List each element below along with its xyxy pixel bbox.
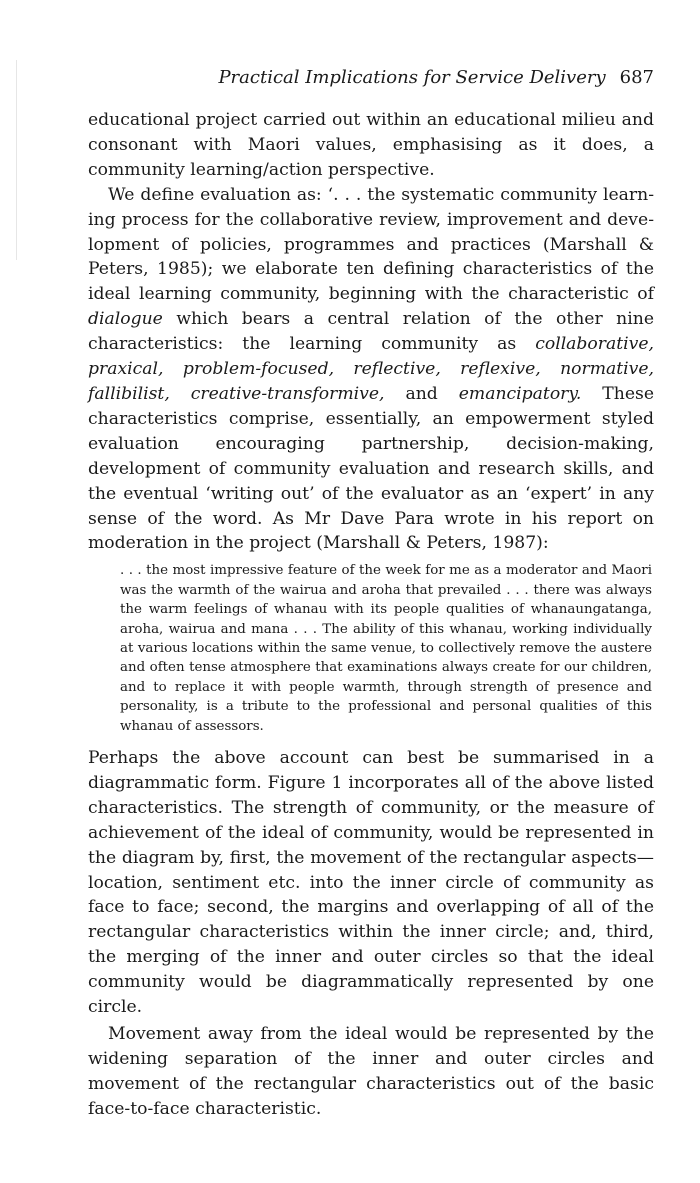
text-segment: These characteristics comprise, essentially, an empowerment styled evaluation encouraging partnership, decision-making, development of community evaluation and research skills, and the eventual ‘writing out’ of the evaluator as an ‘expert’ in any sense of the word. As Mr Dave Para wrote in his report on moderation in the project (Marshall & Peters, 1987): (88, 383, 654, 554)
page-edge-shadow (16, 60, 17, 260)
block-quote: . . . the most impressive feature of the week for me as a moderator and Maori was the warmth of the wairua and aroha that prevailed . . . there was always the warm feelings of whanau with its people qualities of whanaungatanga, aroha, wairua and mana . . . The ability of this whanau, working individually at various locations within the same venue, to collectively remove the austere and often tense atmosphere that examinations always create for our children, and to replace it with people warmth, through strength of presence and personality, is a tribute to the professional and personal qualities of this whanau of assessors. (120, 563, 652, 734)
paragraph-movement: Movement away from the ideal would be represented by the widening separation of the inner and outer circles and movement of the rectangular characteristics out of the basic face-to-face characteristic. (88, 1023, 654, 1119)
running-header (88, 66, 654, 90)
emphasis-emancipatory: emancipatory. (458, 383, 582, 404)
text-segment: which bears a central relation of the other nine characteristics: the learning community as (88, 309, 654, 355)
body-text (88, 108, 654, 1122)
emphasis-characteristics: collaborative, praxical, problem-focused, reflective, reflexive, normative, fallibilist, creative-transformive, (88, 334, 654, 404)
paragraph-continuation: educational project carried out within an educational milieu and consonant with Maori values, emphasising as it does, a community learning/action perspective. (88, 110, 654, 180)
paragraph-evaluation-definition (88, 183, 654, 557)
page-number: 687 (619, 67, 654, 88)
running-title: Practical Implications for Service Delivery (218, 67, 606, 88)
paragraph-diagram-summary: Perhaps the above account can best be summarised in a diagrammatic form. Figure 1 incorporates all of the above listed characteristics. The strength of community, or the measure of achievement of the ideal of community, would be represented in the diagram by, first, the movement of the rectangular aspects—location, sentiment etc. into the inner circle of community as face to face; second, the margins and overlapping of all of the rectangular characteristics within the inner circle; and, third, the merging of the inner and outer circles so that the ideal community would be diagrammatically represented by one circle. (88, 747, 654, 1018)
text-segment: and (384, 383, 459, 404)
text-segment: We define evaluation as: ‘. . . the systematic community learning process for the collaborative review, improvement and development of policies, programmes and practices (Marshall & Peters, 1985); we elaborate ten defining characteristics of the ideal learning community, beginning with the characteristic of (88, 184, 654, 305)
emphasis-dialogue: dialogue (88, 309, 163, 330)
